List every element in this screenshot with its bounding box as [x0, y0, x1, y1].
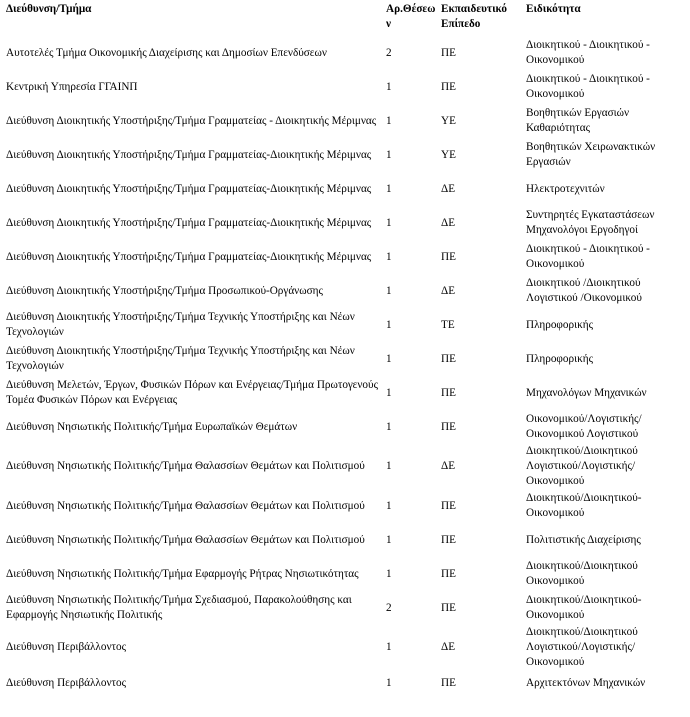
cell-positions: 1	[386, 420, 392, 433]
cell-education-level: ΔΕ	[441, 284, 456, 297]
cell-specialty: Διοικητικού/Διοικητικού Οικονομικού	[526, 560, 638, 587]
cell-positions: 1	[386, 676, 392, 689]
cell-department: Διεύθυνση Περιβάλλοντος	[6, 676, 127, 689]
cell-department: Διεύθυνση Διοικητικής Υποστήριξης/Τμήμα Γραμματείας-Διοικητικής Μέριμνας	[6, 148, 372, 161]
cell-positions: 1	[386, 318, 392, 331]
cell-education-level: ΠΕ	[441, 386, 456, 399]
cell-education-level: ΔΕ	[441, 460, 456, 472]
cell-specialty: Διοικητικού - Διοικητικού - Οικονομικού	[526, 73, 650, 100]
cell-specialty: Πληροφορικής	[526, 318, 593, 331]
cell-positions: 1	[386, 114, 392, 127]
cell-education-level: ΠΕ	[441, 80, 456, 93]
table-row	[4, 376, 688, 410]
table-row	[4, 70, 688, 104]
cell-department: Διεύθυνση Νησιωτικής Πολιτικής/Τμήμα Θαλασσίων Θεμάτων και Πολιτισμού	[6, 460, 365, 472]
cell-specialty: Διοικητικού - Διοικητικού - Οικονομικού	[526, 39, 650, 66]
cell-specialty: Βοηθητικών Εργασιών Καθαριότητας	[526, 107, 630, 134]
cell-department: Διεύθυνση Περιβάλλοντος	[6, 641, 127, 653]
cell-department: Κεντρική Υπηρεσία ΓΓΑΙΝΠ	[6, 80, 138, 93]
table-row	[4, 308, 688, 342]
cell-specialty: Διοικητικού/Διοικητικού Λογιστικού/Λογιστικής/Οικονομικού	[526, 445, 638, 487]
cell-specialty: Διοικητικού/Διοικητικού Λογιστικού/Λογιστικής/Οικονομικού	[526, 626, 638, 668]
cell-department: Διεύθυνση Νησιωτικής Πολιτικής/Τμήμα Θαλασσίων Θεμάτων και Πολιτισμού	[6, 499, 365, 512]
header-positions: Αρ.Θέσεων	[386, 3, 436, 30]
cell-specialty: Διοικητικού/Διοικητικού-Οικονομικού	[526, 492, 642, 519]
cell-education-level: ΠΕ	[441, 567, 456, 580]
cell-department: Διεύθυνση Διοικητικής Υποστήριξης/Τμήμα Γραμματείας-Διοικητικής Μέριμνας	[6, 250, 372, 263]
cell-education-level: ΔΕ	[441, 182, 456, 195]
cell-department: Διεύθυνση Νησιωτικής Πολιτικής/Τμήμα Θαλασσίων Θεμάτων και Πολιτισμού	[6, 533, 365, 546]
cell-department: Διεύθυνση Νησιωτικής Πολιτικής/Τμήμα Εφαρμογής Ρήτρας Νησιωτικότητας	[6, 567, 359, 580]
table-row	[4, 670, 688, 696]
cell-department: Διεύθυνση Διοικητικής Υποστήριξης/Τμήμα Προσωπικού-Οργάνωσης	[6, 284, 323, 297]
cell-education-level: ΠΕ	[441, 352, 456, 365]
cell-positions: 2	[386, 601, 392, 614]
table-body	[4, 36, 688, 696]
cell-education-level: ΠΕ	[441, 499, 456, 512]
cell-positions: 1	[386, 216, 392, 229]
cell-specialty: Οικονομικού/Λογιστικής/Οικονομικού Λογιστικού	[526, 413, 642, 440]
cell-education-level: ΠΕ	[441, 601, 456, 614]
cell-department: Διεύθυνση Διοικητικής Υποστήριξης/Τμήμα Τεχνικής Υποστήριξης και Νέων Τεχνολογιών	[6, 345, 355, 372]
cell-department: Διεύθυνση Διοικητικής Υποστήριξης/Τμήμα Γραμματείας-Διοικητικής Μέριμνας	[6, 216, 372, 229]
table-row	[4, 206, 688, 240]
table-row	[4, 489, 688, 523]
table-row	[4, 342, 688, 376]
cell-positions: 1	[386, 641, 392, 653]
cell-specialty: Συντηρητές Εγκαταστάσεων Μηχανολόγοι Εργοδηγοί	[526, 209, 655, 236]
table-row	[4, 36, 688, 70]
cell-education-level: ΥΕ	[441, 114, 456, 127]
table-row	[4, 557, 688, 591]
table-row	[4, 274, 688, 308]
cell-education-level: ΠΕ	[441, 676, 456, 689]
table-row	[4, 410, 688, 444]
header-row	[4, 2, 688, 36]
cell-specialty: Βοηθητικών Χειρωνακτικών Εργασιών	[526, 141, 656, 168]
cell-positions: 1	[386, 250, 392, 263]
cell-specialty: Πολιτιστικής Διαχείρισης	[526, 533, 641, 546]
cell-education-level: ΤΕ	[441, 318, 455, 331]
cell-specialty: Διοικητικού - Διοικητικού - Οικονομικού	[526, 243, 650, 270]
cell-department: Διεύθυνση Νησιωτικής Πολιτικής/Τμήμα Ευρωπαϊκών Θεμάτων	[6, 420, 298, 433]
cell-specialty: Ηλεκτροτεχνιτών	[526, 182, 605, 195]
cell-specialty: Μηχανολόγων Μηχανικών	[526, 386, 647, 399]
cell-specialty: Αρχιτεκτόνων Μηχανικών	[526, 676, 646, 689]
table-row	[4, 625, 688, 670]
cell-education-level: ΔΕ	[441, 216, 456, 229]
table-row	[4, 523, 688, 557]
cell-positions: 1	[386, 567, 392, 580]
header-department: Διεύθυνση/Τμήμα	[6, 3, 92, 15]
cell-education-level: ΠΕ	[441, 46, 456, 59]
cell-department: Διεύθυνση Διοικητικής Υποστήριξης/Τμήμα Τεχνικής Υποστήριξης και Νέων Τεχνολογιών	[6, 311, 355, 338]
cell-positions: 1	[386, 460, 392, 472]
header-specialty: Ειδικότητα	[526, 3, 581, 15]
cell-specialty: Πληροφορικής	[526, 352, 593, 365]
cell-positions: 2	[386, 46, 392, 59]
cell-department: Διεύθυνση Μελετών, Έργων, Φυσικών Πόρων και Ενέργειας/Τμήμα Πρωτογενούς Τομέα Φυσικών Πόρων και Ενέργειας	[6, 379, 378, 406]
table-row	[4, 104, 688, 138]
table-row	[4, 172, 688, 206]
cell-positions: 1	[386, 182, 392, 195]
cell-education-level: ΠΕ	[441, 250, 456, 263]
cell-education-level: ΠΕ	[441, 533, 456, 546]
cell-department: Αυτοτελές Τμήμα Οικονομικής Διαχείρισης και Δημοσίων Επενδύσεων	[6, 46, 327, 59]
header-education-level: Εκπαιδευτικό Επίπεδο	[441, 3, 508, 30]
cell-department: Διεύθυνση Διοικητικής Υποστήριξης/Τμήμα Γραμματείας - Διοικητικής Μέριμνας	[6, 114, 377, 127]
cell-positions: 1	[386, 352, 392, 365]
cell-education-level: ΠΕ	[441, 420, 456, 433]
cell-specialty: Διοικητικού /Διοικητικού Λογιστικού /Οικονομικού	[526, 277, 642, 304]
positions-table	[4, 2, 688, 696]
table-row	[4, 591, 688, 625]
cell-education-level: ΔΕ	[441, 641, 456, 653]
table-row	[4, 444, 688, 489]
cell-specialty: Διοικητικού/Διοικητικού-Οικονομικού	[526, 594, 642, 621]
cell-positions: 1	[386, 80, 392, 93]
table-row	[4, 138, 688, 172]
cell-department: Διεύθυνση Νησιωτικής Πολιτικής/Τμήμα Σχεδιασμού, Παρακολούθησης και Εφαρμογής Νησιωτικής Πολιτικής	[6, 594, 352, 621]
cell-education-level: ΥΕ	[441, 148, 456, 161]
table-header	[4, 2, 688, 36]
cell-department: Διεύθυνση Διοικητικής Υποστήριξης/Τμήμα Γραμματείας-Διοικητικής Μέριμνας	[6, 182, 372, 195]
cell-positions: 1	[386, 386, 392, 399]
table-row	[4, 240, 688, 274]
cell-positions: 1	[386, 533, 392, 546]
cell-positions: 1	[386, 284, 392, 297]
cell-positions: 1	[386, 499, 392, 512]
cell-positions: 1	[386, 148, 392, 161]
